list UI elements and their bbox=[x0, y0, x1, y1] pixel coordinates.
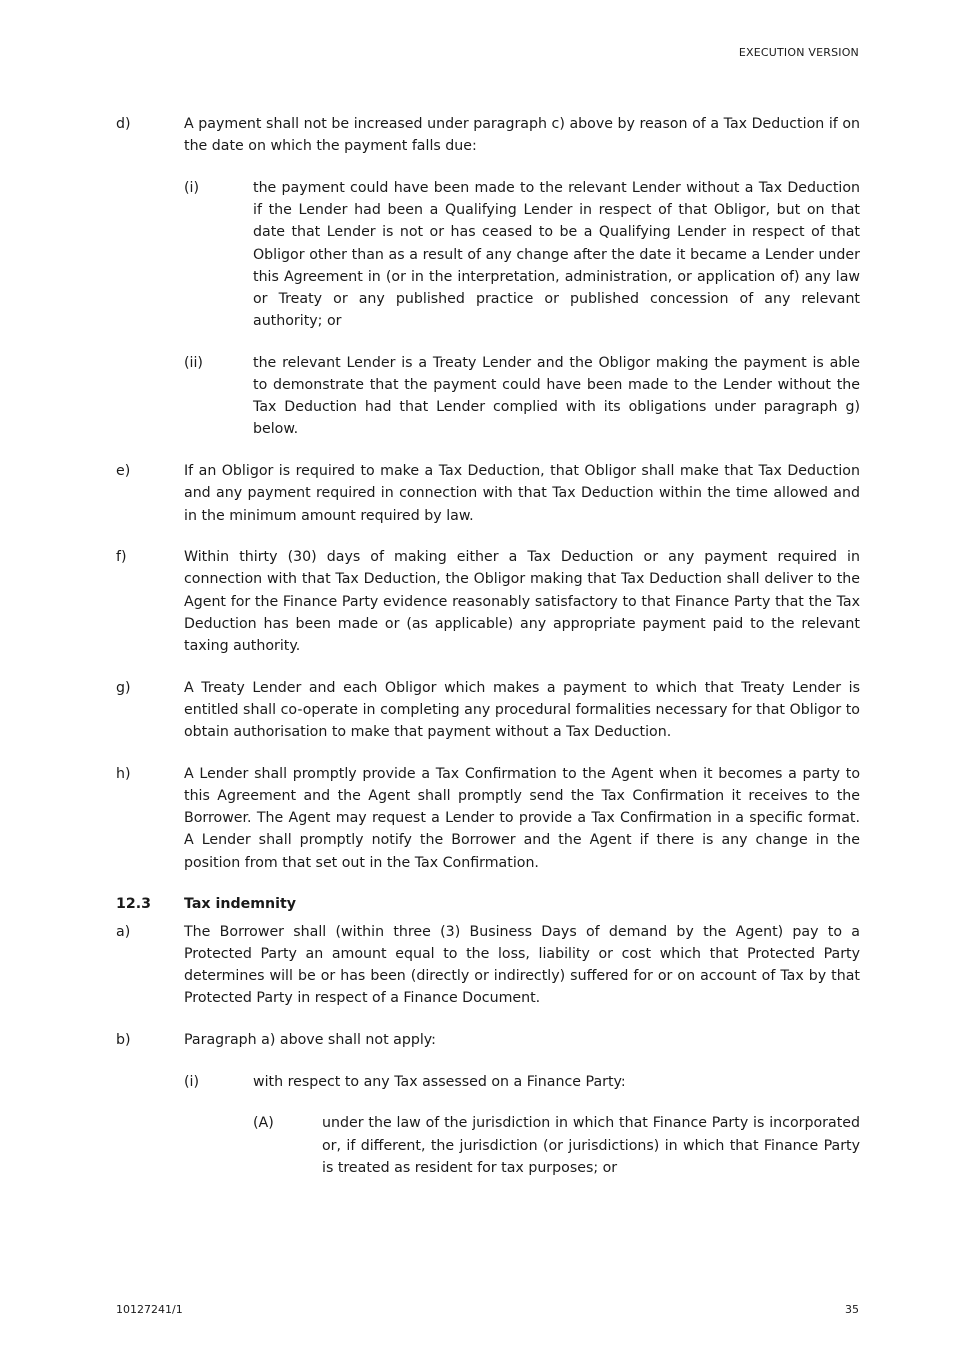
section-title: Tax indemnity bbox=[184, 896, 297, 913]
version-header: EXECUTION VERSION bbox=[738, 46, 859, 59]
clause-number: f) bbox=[116, 549, 127, 566]
clause-number: (ii) bbox=[184, 354, 203, 371]
clause-12-3-b bbox=[116, 1029, 860, 1051]
clause-number: (i) bbox=[184, 179, 200, 196]
clause-text: the relevant Lender is a Treaty Lender and the Obligor making the payment is able to demonstrate that the payment could have been made to the Lender without the Tax Deduction had that Lender complied with its obligations under paragraph g) below. bbox=[253, 354, 860, 438]
clause-g bbox=[116, 677, 860, 744]
clause-number: a) bbox=[116, 923, 131, 940]
clause-text: the payment could have been made to the relevant Lender without a Tax Deduction if the Lender had been a Qualifying Lender in respect of that Obligor, but on that date that Lender is not or has ceased to be a Qualifying Lender in respect of that Obligor other than as a result of any change after the date it became a Lender under this Agreement in (or in the interpretation, administration, or application of) any law or Treaty or any published practice or published concession of any relevant authority; or bbox=[253, 179, 860, 330]
clause-number: g) bbox=[116, 679, 131, 696]
clause-text: A payment shall not be increased under paragraph c) above by reason of a Tax Deduction if on the date on which the payment falls due: bbox=[184, 116, 860, 155]
clause-12-3-a bbox=[116, 921, 860, 1010]
clause-text: with respect to any Tax assessed on a Finance Party: bbox=[253, 1073, 626, 1090]
clause-text: The Borrower shall (within three (3) Business Days of demand by the Agent) pay to a Protected Party an amount equal to the loss, liability or cost which that Protected Party determines will be or has been (directly or indirectly) suffered for or on account of Tax by that Protected Party in respect of a Finance Document. bbox=[184, 923, 860, 1007]
clause-text: Within thirty (30) days of making either a Tax Deduction or any payment required in connection with that Tax Deduction, the Obligor making that Tax Deduction shall deliver to the Agent for the Finance Party evidence reasonably satisfactory to that Finance Party that the Tax Deduction has been made or (as applicable) any appropriate payment paid to the relevant taxing authority. bbox=[184, 549, 860, 655]
section-number: 12.3 bbox=[116, 896, 152, 913]
clause-f bbox=[116, 546, 860, 657]
clause-12-3-b-i-A bbox=[116, 1112, 860, 1179]
clause-number: h) bbox=[116, 765, 131, 782]
clause-text: under the law of the jurisdiction in which that Finance Party is incorporated or, if different, the jurisdiction (or jurisdictions) in which that Finance Party is treated as resident for tax purposes; or bbox=[322, 1115, 860, 1176]
clause-d-i bbox=[116, 177, 860, 332]
clause-number: (i) bbox=[184, 1073, 200, 1090]
clause-number: (A) bbox=[253, 1115, 274, 1132]
clause-number: d) bbox=[116, 116, 131, 132]
clause-e bbox=[116, 460, 860, 527]
clause-12-3-b-i bbox=[116, 1071, 860, 1093]
clause-text: A Lender shall promptly provide a Tax Confirmation to the Agent when it becomes a party to this Agreement and the Agent shall promptly send the Tax Confirmation it receives to the Borrower. The Agent may request a Lender to provide a Tax Confirmation in a specific format. A Lender shall promptly notify the Borrower and the Agent if there is any change in the position from that set out in the Tax Confirmation. bbox=[184, 765, 860, 871]
clause-text: A Treaty Lender and each Obligor which makes a payment to which that Treaty Lender is entitled shall co-operate in completing any procedural formalities necessary for that Obligor to obtain authorisation to make that payment without a Tax Deduction. bbox=[184, 679, 860, 741]
clause-number: b) bbox=[116, 1031, 131, 1048]
document-body bbox=[116, 113, 860, 1198]
page-number: 35 bbox=[845, 1303, 859, 1316]
clause-number: e) bbox=[116, 463, 131, 480]
clause-text: If an Obligor is required to make a Tax Deduction, that Obligor shall make that Tax Deduction and any payment required in connection with that Tax Deduction within the time allowed and in the minimum amount required by law. bbox=[184, 463, 860, 524]
section-heading bbox=[116, 893, 860, 915]
clause-d bbox=[116, 113, 860, 157]
clause-d-ii bbox=[116, 352, 860, 441]
clause-h bbox=[116, 763, 860, 874]
clause-text: Paragraph a) above shall not apply: bbox=[184, 1031, 436, 1048]
document-reference: 10127241/1 bbox=[116, 1303, 183, 1316]
